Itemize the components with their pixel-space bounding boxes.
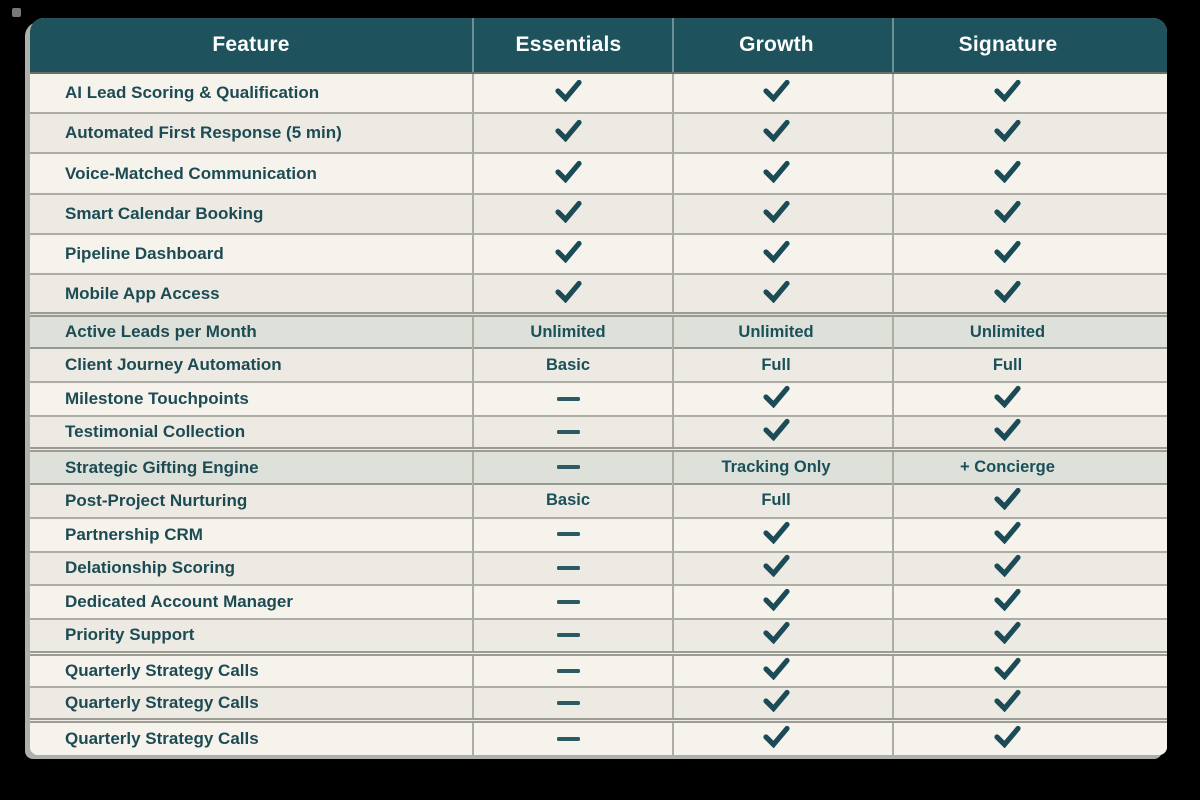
feature-label: Priority Support (30, 619, 473, 653)
feature-label: Quarterly Strategy Calls (30, 721, 473, 755)
feature-label: Quarterly Strategy Calls (30, 653, 473, 687)
dash-icon (557, 465, 580, 469)
feature-label: Pipeline Dashboard (30, 234, 473, 274)
check-icon (555, 200, 582, 228)
cell-signature (893, 194, 1167, 234)
table-row (30, 382, 1167, 416)
check-icon (763, 621, 790, 649)
table-row (30, 552, 1167, 586)
cell-growth (673, 518, 893, 552)
feature-label: Voice-Matched Communication (30, 153, 473, 193)
cell-essentials (473, 484, 673, 518)
check-icon (994, 79, 1021, 107)
check-icon (555, 280, 582, 308)
cell-growth (673, 274, 893, 314)
cell-essentials (473, 450, 673, 484)
table-row (30, 653, 1167, 687)
table-row (30, 450, 1167, 484)
cell-signature (893, 382, 1167, 416)
check-icon (763, 385, 790, 413)
check-icon (994, 160, 1021, 188)
cell-signature (893, 484, 1167, 518)
check-icon (763, 554, 790, 582)
cell-signature (893, 653, 1167, 687)
dash-icon (557, 430, 580, 434)
cell-growth (673, 113, 893, 153)
table-row (30, 484, 1167, 518)
check-icon (555, 160, 582, 188)
feature-label: Strategic Gifting Engine (30, 450, 473, 484)
table-row (30, 721, 1167, 755)
table-row (30, 687, 1167, 721)
check-icon (763, 588, 790, 616)
feature-label: Partnership CRM (30, 518, 473, 552)
cell-growth (673, 194, 893, 234)
check-icon (994, 521, 1021, 549)
feature-label: Active Leads per Month (30, 314, 473, 348)
check-icon (994, 657, 1021, 685)
cell-essentials (473, 585, 673, 619)
check-icon (763, 657, 790, 685)
cell-essentials (473, 113, 673, 153)
cell-growth (673, 721, 893, 755)
cell-value-text: + Concierge (960, 458, 1055, 477)
check-icon (763, 119, 790, 147)
dash-icon (557, 669, 580, 673)
cell-signature (893, 274, 1167, 314)
cell-signature (893, 348, 1167, 382)
cell-essentials (473, 274, 673, 314)
feature-label: AI Lead Scoring & Qualification (30, 73, 473, 113)
table-row (30, 274, 1167, 314)
check-icon (994, 554, 1021, 582)
feature-label: Milestone Touchpoints (30, 382, 473, 416)
table-header (30, 18, 1167, 73)
check-icon (555, 240, 582, 268)
cell-value-text: Full (761, 491, 791, 510)
table-row (30, 348, 1167, 382)
cell-essentials (473, 314, 673, 348)
check-icon (994, 240, 1021, 268)
cell-growth (673, 687, 893, 721)
cell-signature (893, 153, 1167, 193)
cell-growth (673, 382, 893, 416)
cell-essentials (473, 234, 673, 274)
check-icon (763, 725, 790, 753)
cell-signature (893, 113, 1167, 153)
check-icon (555, 119, 582, 147)
check-icon (994, 200, 1021, 228)
cell-value-text: Basic (545, 491, 591, 510)
check-icon (994, 119, 1021, 147)
cell-signature (893, 450, 1167, 484)
feature-label: Smart Calendar Booking (30, 194, 473, 234)
cell-essentials (473, 687, 673, 721)
table-body (30, 73, 1167, 755)
column-header-essentials: Essentials (473, 18, 673, 73)
cell-signature (893, 687, 1167, 721)
cell-signature (893, 234, 1167, 274)
cell-value-text: Tracking Only (721, 458, 831, 477)
cell-essentials (473, 416, 673, 450)
feature-label: Delationship Scoring (30, 552, 473, 586)
check-icon (994, 385, 1021, 413)
cell-growth (673, 73, 893, 113)
check-icon (994, 280, 1021, 308)
feature-label: Post-Project Nurturing (30, 484, 473, 518)
table-row (30, 518, 1167, 552)
check-icon (763, 200, 790, 228)
dash-icon (557, 566, 580, 570)
dash-icon (557, 532, 580, 536)
table-row (30, 416, 1167, 450)
dash-icon (557, 737, 580, 741)
cell-value-text: Unlimited (969, 322, 1046, 341)
feature-comparison-table (30, 18, 1167, 755)
check-icon (763, 418, 790, 446)
cell-value-text: Unlimited (738, 322, 814, 341)
dash-icon (557, 397, 580, 401)
cell-value-text: Full (992, 355, 1023, 374)
cell-essentials (473, 552, 673, 586)
feature-label: Quarterly Strategy Calls (30, 687, 473, 721)
cell-signature (893, 518, 1167, 552)
cell-signature (893, 73, 1167, 113)
dash-icon (557, 600, 580, 604)
cell-growth (673, 314, 893, 348)
table-row (30, 194, 1167, 234)
check-icon (763, 79, 790, 107)
check-icon (994, 487, 1021, 515)
cell-growth (673, 450, 893, 484)
column-header-growth: Growth (673, 18, 893, 73)
check-icon (994, 689, 1021, 717)
dash-icon (557, 701, 580, 705)
cell-essentials (473, 382, 673, 416)
pricing-comparison-card (30, 18, 1167, 755)
cell-signature (893, 721, 1167, 755)
check-icon (763, 280, 790, 308)
table-row (30, 314, 1167, 348)
cell-essentials (473, 73, 673, 113)
cell-essentials (473, 153, 673, 193)
cell-signature (893, 416, 1167, 450)
cell-essentials (473, 518, 673, 552)
cell-signature (893, 552, 1167, 586)
check-icon (994, 725, 1021, 753)
cell-growth (673, 348, 893, 382)
cell-signature (893, 619, 1167, 653)
column-header-signature: Signature (893, 18, 1167, 73)
table-row (30, 585, 1167, 619)
check-icon (763, 521, 790, 549)
cell-signature (893, 585, 1167, 619)
cell-growth (673, 234, 893, 274)
cell-growth (673, 585, 893, 619)
cell-growth (673, 153, 893, 193)
check-icon (763, 240, 790, 268)
cell-growth (673, 416, 893, 450)
feature-label: Client Journey Automation (30, 348, 473, 382)
cell-signature (893, 314, 1167, 348)
feature-label: Mobile App Access (30, 274, 473, 314)
corner-artifact (12, 8, 21, 17)
cell-growth (673, 484, 893, 518)
feature-label: Automated First Response (5 min) (30, 113, 473, 153)
feature-label: Dedicated Account Manager (30, 585, 473, 619)
cell-essentials (473, 194, 673, 234)
check-icon (763, 689, 790, 717)
cell-value-text: Unlimited (530, 322, 606, 341)
cell-essentials (473, 348, 673, 382)
cell-essentials (473, 653, 673, 687)
cell-value-text: Basic (545, 355, 591, 374)
check-icon (555, 79, 582, 107)
table-row (30, 153, 1167, 193)
header-row (30, 18, 1167, 73)
check-icon (994, 621, 1021, 649)
cell-value-text: Full (761, 355, 791, 374)
cell-essentials (473, 619, 673, 653)
check-icon (994, 418, 1021, 446)
table-row (30, 234, 1167, 274)
feature-label: Testimonial Collection (30, 416, 473, 450)
cell-growth (673, 552, 893, 586)
table-row (30, 73, 1167, 113)
dash-icon (557, 633, 580, 637)
cell-essentials (473, 721, 673, 755)
table-row (30, 619, 1167, 653)
column-header-feature: Feature (30, 18, 473, 73)
check-icon (763, 160, 790, 188)
cell-growth (673, 653, 893, 687)
check-icon (994, 588, 1021, 616)
table-row (30, 113, 1167, 153)
cell-growth (673, 619, 893, 653)
